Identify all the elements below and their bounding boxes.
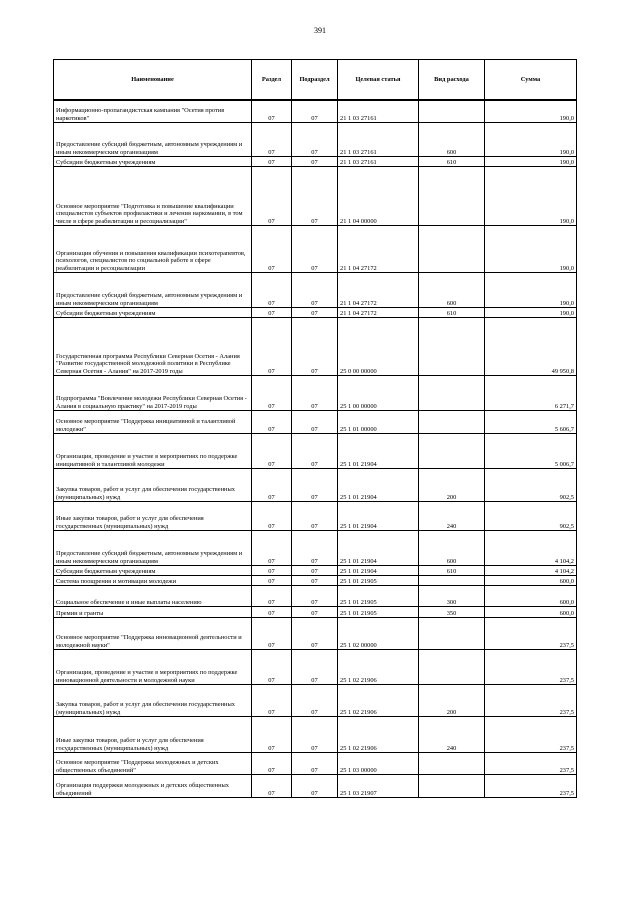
cell-tselevaya: 25 1 01 21904	[338, 531, 419, 566]
table-row	[54, 123, 577, 157]
cell-summa: 237,5	[485, 618, 577, 650]
table-row	[54, 434, 577, 469]
cell-summa: 190,0	[485, 157, 577, 167]
cell-vid: 610	[419, 157, 485, 167]
cell-vid: 600	[419, 531, 485, 566]
cell-tselevaya: 25 1 01 21905	[338, 607, 419, 618]
cell-razdel: 07	[252, 576, 292, 586]
cell-vid: 350	[419, 607, 485, 618]
cell-summa: 190,0	[485, 226, 577, 273]
cell-podrazdel: 07	[292, 411, 338, 434]
cell-razdel: 07	[252, 376, 292, 411]
table-row	[54, 607, 577, 618]
cell-podrazdel: 07	[292, 607, 338, 618]
cell-tselevaya: 21 1 03 27161	[338, 123, 419, 157]
cell-vid: 610	[419, 308, 485, 318]
table-row	[54, 566, 577, 576]
cell-summa: 4 104,2	[485, 531, 577, 566]
cell-tselevaya: 21 1 03 27161	[338, 157, 419, 167]
cell-summa: 5 006,7	[485, 434, 577, 469]
cell-tselevaya: 21 1 04 27172	[338, 226, 419, 273]
cell-razdel: 07	[252, 469, 292, 502]
table-row	[54, 167, 577, 226]
cell-name: Субсидии бюджетным учреждениям	[54, 308, 252, 318]
table-row	[54, 502, 577, 531]
header-summa: Сумма	[485, 60, 577, 101]
cell-name: Иные закупки товаров, работ и услуг для обеспечения государственных (муниципальных) нужд	[54, 502, 252, 531]
cell-razdel: 07	[252, 123, 292, 157]
table-row	[54, 469, 577, 502]
table-row	[54, 273, 577, 308]
cell-summa: 49 950,8	[485, 318, 577, 376]
cell-name: Предоставление субсидий бюджетным, автономным учреждениям и иным некоммерческим организациям	[54, 123, 252, 157]
cell-vid	[419, 226, 485, 273]
page-number: 391	[314, 26, 326, 35]
cell-vid	[419, 167, 485, 226]
table-row	[54, 775, 577, 798]
cell-summa: 237,5	[485, 775, 577, 798]
cell-razdel: 07	[252, 586, 292, 607]
cell-summa: 237,5	[485, 650, 577, 685]
cell-razdel: 07	[252, 226, 292, 273]
cell-razdel: 07	[252, 167, 292, 226]
cell-razdel: 07	[252, 411, 292, 434]
cell-name: Предоставление субсидий бюджетным, автономным учреждениям и иным некоммерческим организациям	[54, 531, 252, 566]
cell-tselevaya: 25 1 01 00000	[338, 411, 419, 434]
table-row	[54, 576, 577, 586]
cell-vid	[419, 100, 485, 123]
cell-vid: 240	[419, 717, 485, 753]
cell-tselevaya: 25 1 02 21906	[338, 685, 419, 717]
cell-name: Организация обучения и повышения квалификации психотерапевтов, психологов, специалистов по социальной работе в сфере реабилитации и ресоциализации	[54, 226, 252, 273]
cell-podrazdel: 07	[292, 376, 338, 411]
cell-tselevaya: 25 1 01 21904	[338, 469, 419, 502]
cell-tselevaya: 25 1 02 21906	[338, 717, 419, 753]
cell-summa: 237,5	[485, 685, 577, 717]
cell-vid	[419, 753, 485, 775]
cell-name: Информационно-пропагандистская кампания "Осетия против наркотиков"	[54, 100, 252, 123]
cell-tselevaya: 25 1 00 00000	[338, 376, 419, 411]
cell-vid: 600	[419, 273, 485, 308]
cell-tselevaya: 25 1 03 00000	[338, 753, 419, 775]
cell-razdel: 07	[252, 775, 292, 798]
cell-podrazdel: 07	[292, 753, 338, 775]
cell-tselevaya: 25 1 01 21905	[338, 586, 419, 607]
cell-razdel: 07	[252, 531, 292, 566]
header-vid: Вид расхода	[419, 60, 485, 101]
table-row	[54, 376, 577, 411]
cell-summa: 237,5	[485, 717, 577, 753]
table-row	[54, 531, 577, 566]
cell-podrazdel: 07	[292, 469, 338, 502]
cell-summa: 902,5	[485, 469, 577, 502]
cell-razdel: 07	[252, 100, 292, 123]
cell-razdel: 07	[252, 717, 292, 753]
cell-name: Государственная программа Республики Северная Осетия - Алания "Развитие государственной молодежной политики в Республике Северная Осетия - Алания" на 2017-2019 годы	[54, 318, 252, 376]
cell-podrazdel: 07	[292, 775, 338, 798]
cell-podrazdel: 07	[292, 566, 338, 576]
table-row	[54, 226, 577, 273]
cell-podrazdel: 07	[292, 618, 338, 650]
cell-razdel: 07	[252, 434, 292, 469]
cell-podrazdel: 07	[292, 157, 338, 167]
table-row	[54, 411, 577, 434]
cell-summa: 190,0	[485, 308, 577, 318]
cell-podrazdel: 07	[292, 226, 338, 273]
table-header	[54, 60, 577, 101]
cell-name: Основное мероприятие "Подготовка и повышение квалификации специалистов субъектов профилактики и лечения наркомании, в том числе в сфере реабилитации и ресоциализации"	[54, 167, 252, 226]
cell-name: Субсидии бюджетным учреждениям	[54, 157, 252, 167]
table-row	[54, 586, 577, 607]
cell-name: Предоставление субсидий бюджетным, автономным учреждениям и иным некоммерческим организациям	[54, 273, 252, 308]
cell-podrazdel: 07	[292, 434, 338, 469]
cell-razdel: 07	[252, 308, 292, 318]
table-row	[54, 685, 577, 717]
cell-name: Организация, проведение и участие в мероприятиях по поддержке инновационной деятельности и молодежной науки	[54, 650, 252, 685]
cell-vid: 610	[419, 566, 485, 576]
cell-razdel: 07	[252, 607, 292, 618]
cell-name: Иные закупки товаров, работ и услуг для обеспечения государственных (муниципальных) нужд	[54, 717, 252, 753]
cell-summa: 6 271,7	[485, 376, 577, 411]
cell-vid: 240	[419, 502, 485, 531]
cell-name: Основное мероприятие "Поддержка инициативной и талантливой молодежи"	[54, 411, 252, 434]
cell-tselevaya: 21 1 03 27161	[338, 100, 419, 123]
cell-tselevaya: 25 1 02 21906	[338, 650, 419, 685]
header-name: Наименование	[54, 60, 252, 101]
cell-podrazdel: 07	[292, 586, 338, 607]
cell-razdel: 07	[252, 685, 292, 717]
cell-summa: 190,0	[485, 167, 577, 226]
cell-razdel: 07	[252, 273, 292, 308]
table-row	[54, 318, 577, 376]
budget-table	[53, 59, 577, 798]
cell-vid	[419, 650, 485, 685]
cell-podrazdel: 07	[292, 100, 338, 123]
table-row	[54, 618, 577, 650]
cell-podrazdel: 07	[292, 685, 338, 717]
table-body	[54, 100, 577, 798]
cell-podrazdel: 07	[292, 576, 338, 586]
cell-summa: 600,0	[485, 607, 577, 618]
cell-vid	[419, 318, 485, 376]
cell-summa: 600,0	[485, 576, 577, 586]
cell-razdel: 07	[252, 650, 292, 685]
table-row	[54, 157, 577, 167]
cell-summa: 600,0	[485, 586, 577, 607]
cell-vid: 200	[419, 685, 485, 717]
table-row	[54, 650, 577, 685]
cell-razdel: 07	[252, 157, 292, 167]
cell-name: Основное мероприятие "Поддержка молодежных и детских общественных объединений"	[54, 753, 252, 775]
cell-vid	[419, 411, 485, 434]
cell-summa: 5 606,7	[485, 411, 577, 434]
cell-name: Субсидии бюджетным учреждениям	[54, 566, 252, 576]
cell-tselevaya: 25 0 00 00000	[338, 318, 419, 376]
cell-tselevaya: 25 1 03 21907	[338, 775, 419, 798]
table-row	[54, 100, 577, 123]
cell-podrazdel: 07	[292, 502, 338, 531]
cell-name: Социальное обеспечение и иные выплаты населению	[54, 586, 252, 607]
cell-name: Система поощрения и мотивации молодежи	[54, 576, 252, 586]
cell-tselevaya: 25 1 01 21904	[338, 434, 419, 469]
cell-summa: 237,5	[485, 753, 577, 775]
cell-podrazdel: 07	[292, 308, 338, 318]
cell-podrazdel: 07	[292, 318, 338, 376]
table-row	[54, 308, 577, 318]
cell-tselevaya: 25 1 02 00000	[338, 618, 419, 650]
cell-name: Закупка товаров, работ и услуг для обеспечения государственных (муниципальных) нужд	[54, 469, 252, 502]
cell-razdel: 07	[252, 618, 292, 650]
cell-tselevaya: 25 1 01 21905	[338, 576, 419, 586]
cell-summa: 190,0	[485, 273, 577, 308]
cell-tselevaya: 21 1 04 27172	[338, 308, 419, 318]
cell-vid	[419, 618, 485, 650]
cell-vid	[419, 434, 485, 469]
cell-name: Закупка товаров, работ и услуг для обеспечения государственных (муниципальных) нужд	[54, 685, 252, 717]
cell-summa: 190,0	[485, 123, 577, 157]
cell-podrazdel: 07	[292, 273, 338, 308]
cell-razdel: 07	[252, 502, 292, 531]
cell-razdel: 07	[252, 566, 292, 576]
cell-podrazdel: 07	[292, 123, 338, 157]
cell-podrazdel: 07	[292, 167, 338, 226]
cell-razdel: 07	[252, 753, 292, 775]
cell-name: Основное мероприятие "Поддержка инновационной деятельности и молодежной науки"	[54, 618, 252, 650]
cell-podrazdel: 07	[292, 717, 338, 753]
cell-razdel: 07	[252, 318, 292, 376]
cell-vid	[419, 775, 485, 798]
cell-vid: 600	[419, 123, 485, 157]
cell-vid: 300	[419, 586, 485, 607]
cell-tselevaya: 25 1 01 21904	[338, 502, 419, 531]
cell-name: Подпрограмма "Вовлечение молодежи Республики Северная Осетия - Алания в социальную практику" на 2017-2019 годы	[54, 376, 252, 411]
cell-summa: 190,0	[485, 100, 577, 123]
table-row	[54, 717, 577, 753]
cell-summa: 902,5	[485, 502, 577, 531]
cell-name: Организация поддержки молодежных и детских общественных объединений	[54, 775, 252, 798]
cell-vid	[419, 376, 485, 411]
table-row	[54, 753, 577, 775]
cell-summa: 4 104,2	[485, 566, 577, 576]
cell-vid	[419, 576, 485, 586]
header-tselevaya: Целевая статья	[338, 60, 419, 101]
header-razdel: Раздел	[252, 60, 292, 101]
cell-name: Премии и гранты	[54, 607, 252, 618]
cell-tselevaya: 25 1 01 21904	[338, 566, 419, 576]
cell-tselevaya: 21 1 04 00000	[338, 167, 419, 226]
cell-vid: 200	[419, 469, 485, 502]
cell-name: Организация, проведение и участие в мероприятиях по поддержке инициативной и талантливой молодежи	[54, 434, 252, 469]
cell-podrazdel: 07	[292, 650, 338, 685]
cell-tselevaya: 21 1 04 27172	[338, 273, 419, 308]
header-podrazdel: Подраздел	[292, 60, 338, 101]
cell-podrazdel: 07	[292, 531, 338, 566]
